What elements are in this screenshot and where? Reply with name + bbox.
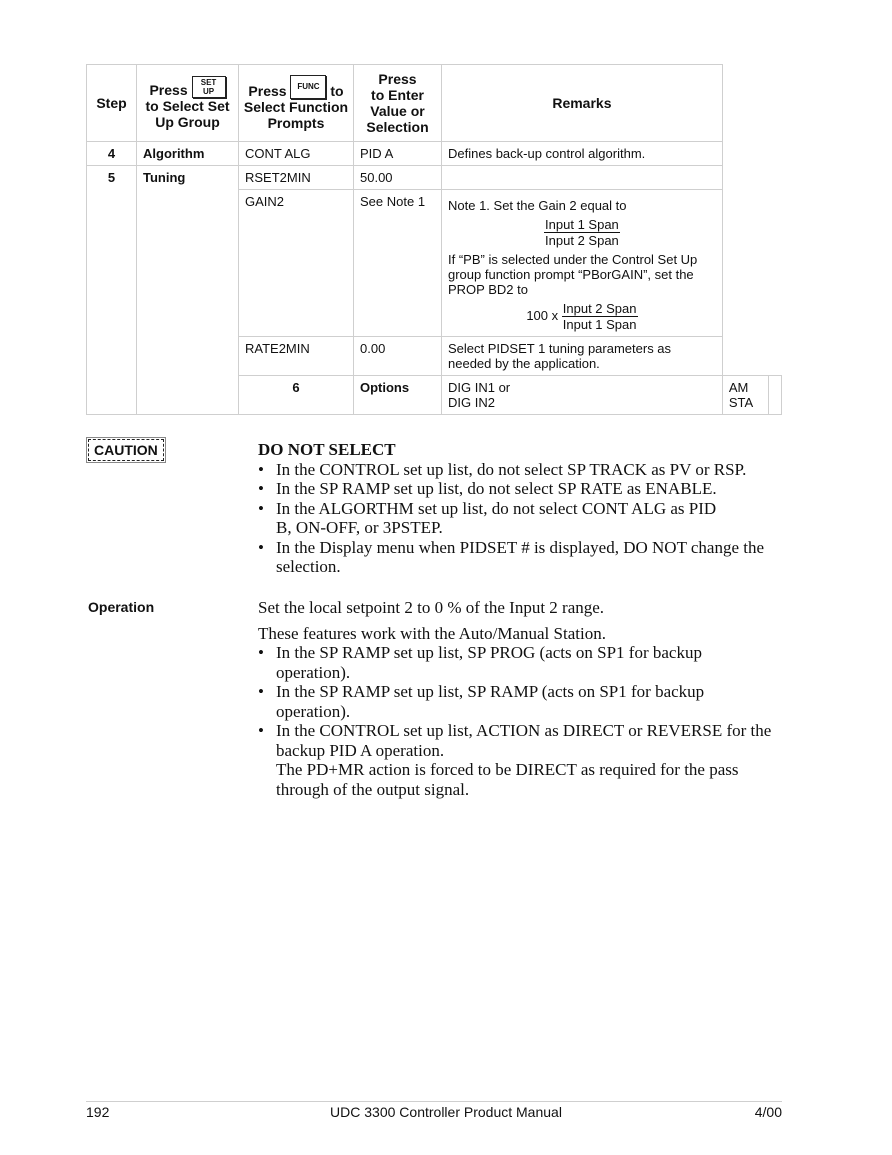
caution-text bbox=[258, 440, 788, 577]
row-remark bbox=[442, 166, 723, 190]
gain-fraction bbox=[448, 217, 716, 248]
row-prompt bbox=[442, 376, 723, 415]
row-prompt: RSET2MIN bbox=[239, 166, 354, 190]
row-prompt: CONT ALG bbox=[239, 142, 354, 166]
operation-list bbox=[258, 643, 788, 799]
header-value bbox=[354, 65, 442, 142]
fraction bbox=[562, 301, 638, 332]
list-item: • In the SP RAMP set up list, SP RAMP (acts on SP1 for backup operation). bbox=[258, 682, 788, 721]
header-function-prompts bbox=[239, 65, 354, 142]
header-value-text: to Enter Value or Selection bbox=[366, 87, 429, 135]
prompt-line: DIG IN2 bbox=[448, 395, 495, 410]
table-header-row bbox=[87, 65, 782, 142]
caution-label: CAUTION bbox=[88, 439, 164, 461]
fraction-denominator: Input 2 Span bbox=[545, 233, 619, 248]
list-item: • In the Display menu when PIDSET # is displayed, DO NOT change the selection. bbox=[258, 538, 788, 577]
row-value: AM STA bbox=[722, 376, 768, 415]
row-value: 50.00 bbox=[354, 166, 442, 190]
fraction-denominator: Input 1 Span bbox=[562, 317, 637, 332]
setup-key-line1: SET bbox=[200, 78, 217, 87]
row-step: 4 bbox=[87, 142, 137, 166]
page-number: 192 bbox=[86, 1104, 110, 1120]
func-key-icon: FUNC bbox=[290, 75, 326, 99]
fraction-numerator: Input 2 Span bbox=[562, 301, 637, 316]
header-func-to: to bbox=[330, 83, 344, 99]
row-prompt: GAIN2 bbox=[239, 190, 354, 337]
operation-para: Set the local setpoint 2 to 0 % of the Input 2 range. bbox=[258, 598, 605, 617]
revision-date: 4/00 bbox=[754, 1104, 782, 1120]
row-group: Tuning bbox=[137, 166, 239, 415]
list-item bbox=[258, 721, 788, 799]
fraction-prefix: 100 x bbox=[526, 307, 559, 323]
row-step: 5 bbox=[87, 166, 137, 415]
operation-para: These features work with the Auto/Manual Station. bbox=[258, 623, 606, 643]
header-setup-text: to Select Set Up Group bbox=[145, 98, 230, 130]
list-item: • In the SP RAMP set up list, do not select SP RATE as ENABLE. bbox=[258, 479, 788, 499]
footer-rule bbox=[86, 1101, 782, 1102]
row-group: Algorithm bbox=[137, 142, 239, 166]
list-item-text: In the CONTROL set up list, ACTION as DIRECT or REVERSE for the backup PID A operation. bbox=[276, 721, 772, 760]
table-row bbox=[87, 166, 782, 190]
row-remark bbox=[768, 376, 781, 415]
setup-table bbox=[86, 64, 782, 415]
header-func-text: Select Function Prompts bbox=[243, 99, 349, 131]
header-remarks: Remarks bbox=[442, 65, 723, 142]
row-value: See Note 1 bbox=[354, 190, 442, 337]
caution-list bbox=[258, 460, 788, 577]
header-func-press: Press bbox=[248, 83, 287, 99]
row-value: PID A bbox=[354, 142, 442, 166]
row-remark: Defines back-up control algorithm. bbox=[442, 142, 723, 166]
pb-text: If “PB” is selected under the Control Set Up group function prompt “PBorGAIN”, set the PROP BD2 to bbox=[448, 252, 698, 297]
list-item: • In the SP RAMP set up list, SP PROG (acts on SP1 for backup operation). bbox=[258, 643, 788, 682]
caution-heading: DO NOT SELECT bbox=[258, 440, 396, 459]
row-remark-gain bbox=[442, 190, 723, 337]
row-remark: Select PIDSET 1 tuning parameters as needed by the application. bbox=[442, 337, 723, 376]
header-value-press: Press bbox=[378, 71, 417, 87]
header-setup-group bbox=[137, 65, 239, 142]
list-item-extra: The PD+MR action is forced to be DIRECT as required for the pass through of the output signal. bbox=[276, 760, 739, 799]
row-group: Options bbox=[354, 376, 442, 415]
operation-text bbox=[258, 598, 788, 799]
header-step: Step bbox=[87, 65, 137, 142]
note-line: Note 1. Set the Gain 2 equal to bbox=[448, 198, 627, 213]
propbd-fraction bbox=[448, 301, 716, 332]
operation-label: Operation bbox=[88, 599, 155, 615]
fraction bbox=[544, 217, 620, 248]
row-value: 0.00 bbox=[354, 337, 442, 376]
prompt-line: DIG IN1 or bbox=[448, 380, 511, 395]
table-row bbox=[87, 142, 782, 166]
list-item: • In the ALGORTHM set up list, do not select CONT ALG as PID B, ON-OFF, or 3PSTEP. bbox=[258, 499, 788, 538]
manual-title: UDC 3300 Controller Product Manual bbox=[330, 1104, 562, 1120]
setup-key-icon bbox=[192, 76, 226, 98]
row-prompt: RATE2MIN bbox=[239, 337, 354, 376]
list-item: • In the CONTROL set up list, do not select SP TRACK as PV or RSP. bbox=[258, 460, 788, 480]
header-setup-press: Press bbox=[149, 82, 188, 98]
row-step: 6 bbox=[239, 376, 354, 415]
setup-key-line2: UP bbox=[202, 87, 215, 96]
fraction-numerator: Input 1 Span bbox=[545, 217, 619, 232]
